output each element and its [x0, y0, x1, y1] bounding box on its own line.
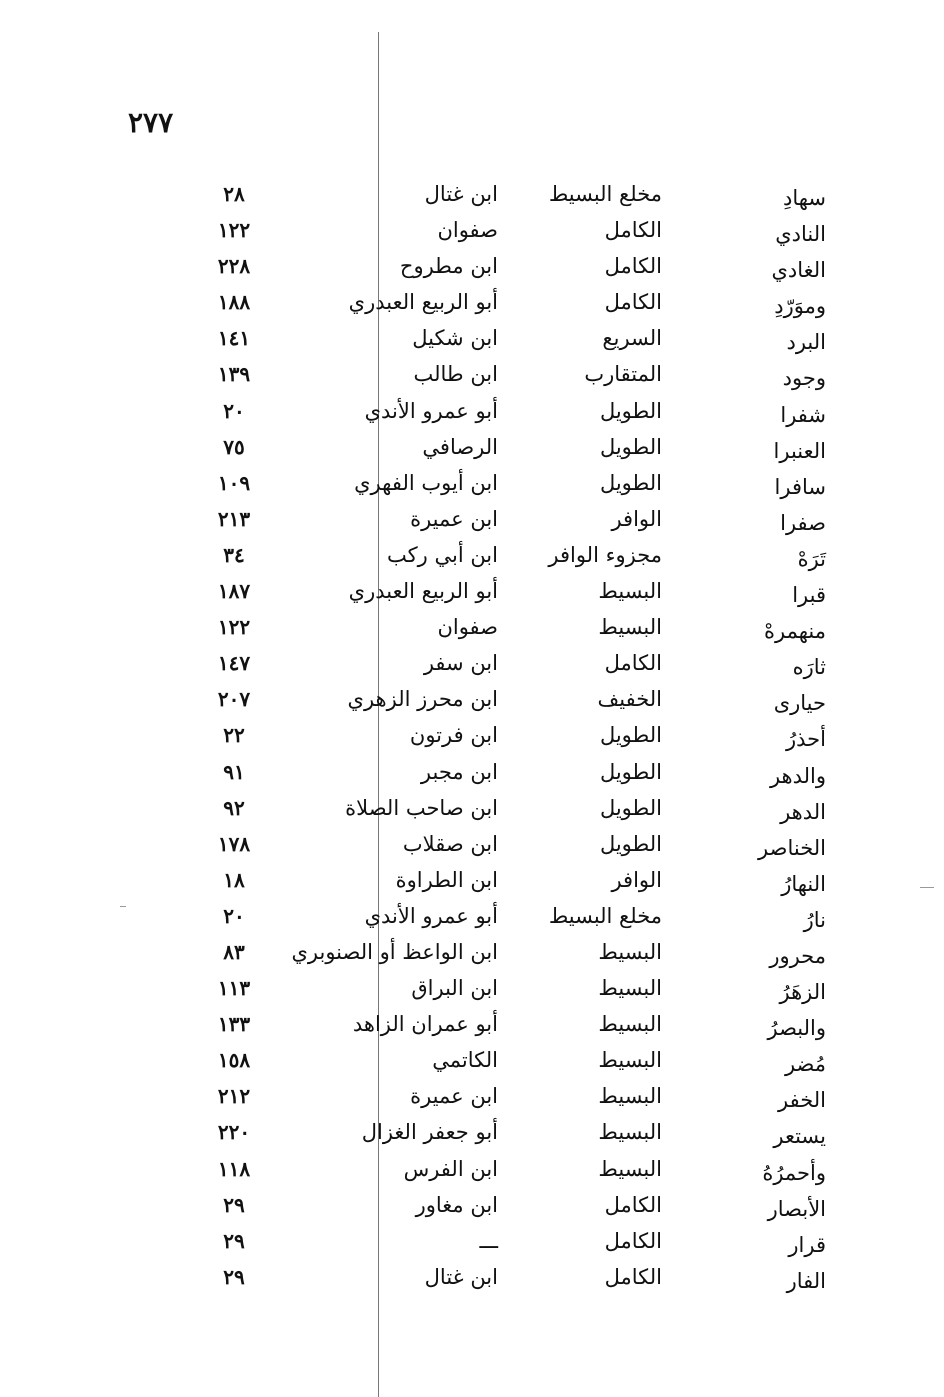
- poetic-meter: الكامل: [604, 1192, 662, 1217]
- page-reference: ١٣٣: [217, 1012, 251, 1037]
- table-row: [0, 790, 944, 826]
- table-row: [0, 826, 944, 862]
- table-row: [0, 248, 944, 284]
- poetic-meter: البسيط: [598, 1012, 662, 1037]
- table-row: [0, 609, 944, 645]
- page-reference: ٢٠٧: [217, 687, 251, 712]
- poet-name: صفوان: [437, 218, 498, 243]
- poetic-meter: البسيط: [598, 976, 662, 1001]
- rhyme-word: قرار: [788, 1232, 826, 1257]
- table-row: [0, 934, 944, 970]
- poet-name: الرصافي: [422, 434, 498, 459]
- page-reference: ٩١: [223, 759, 245, 784]
- poet-name: ابن الفرس: [403, 1156, 498, 1181]
- page-reference: ١٨: [223, 867, 245, 892]
- poet-name: ابن مغاور: [415, 1192, 498, 1217]
- page-reference: ٣٤: [223, 542, 245, 567]
- poetic-meter: مخلع البسيط: [548, 182, 662, 206]
- poetic-meter: الطويل: [599, 795, 662, 820]
- page-reference: ١٣٩: [217, 362, 251, 387]
- table-row: [0, 284, 944, 320]
- poet-name: الكاتمي: [432, 1048, 498, 1073]
- table-row: [0, 465, 944, 501]
- poet-name: ابن فرتون: [409, 723, 498, 748]
- poet-name: ابن الطراوة: [395, 867, 498, 892]
- table-row: [0, 501, 944, 537]
- rhyme-word: مُضر: [784, 1052, 826, 1077]
- rhyme-word: أحذرُ: [786, 727, 826, 752]
- rhyme-word: الخناصر: [758, 835, 826, 860]
- poet-name: أبو عمرو الأندي: [364, 398, 498, 423]
- poetic-meter: مجزوء الوافر: [548, 542, 662, 567]
- rhyme-word: وأحمرُهُ: [762, 1160, 826, 1185]
- poet-name: ابن مطروح: [399, 254, 498, 279]
- page-reference: ٢٢٠: [217, 1120, 251, 1145]
- table-row: [0, 1187, 944, 1223]
- rhyme-word: سافرا: [774, 474, 826, 499]
- poet-name: ابن غتال: [424, 182, 498, 206]
- poetic-meter: الوافر: [611, 867, 662, 892]
- poetic-meter: البسيط: [598, 579, 662, 604]
- rhyme-word: العنبرا: [773, 438, 826, 463]
- poetic-meter: الخفيف: [597, 687, 662, 712]
- poet-name: ابن صقلاب: [402, 831, 498, 856]
- poetic-meter: الكامل: [604, 1264, 662, 1289]
- table-row: [0, 573, 944, 609]
- poetic-meter: الطويل: [599, 723, 662, 748]
- table-row: [0, 393, 944, 429]
- rhyme-word: الدهر: [780, 799, 826, 824]
- poet-name: ـــ: [479, 1228, 498, 1253]
- poet-name: ابن أبي ركب: [387, 542, 498, 567]
- poet-name: صفوان: [437, 615, 498, 640]
- page-reference: ١٤٧: [217, 651, 251, 676]
- table-row: [0, 898, 944, 934]
- poetic-meter: البسيط: [598, 1084, 662, 1109]
- page-reference: ٢٠: [223, 398, 245, 423]
- page-reference: ٢٩: [223, 1192, 245, 1217]
- poetic-meter: الطويل: [599, 398, 662, 423]
- rhyme-word: حيارى: [773, 691, 826, 716]
- rhyme-word: والبصرُ: [767, 1016, 826, 1041]
- page-reference: ٨٣: [223, 939, 245, 964]
- table-row: [0, 356, 944, 392]
- poetic-meter: الطويل: [599, 759, 662, 784]
- page-reference: ١٠٩: [217, 470, 251, 495]
- table-row: [0, 1114, 944, 1150]
- page-reference: ٢٩: [223, 1228, 245, 1253]
- poetic-meter: الطويل: [599, 831, 662, 856]
- poet-name: ابن غتال: [424, 1264, 498, 1289]
- poet-name: ابن البراق: [411, 976, 498, 1001]
- page-number: ٢٧٧: [128, 106, 174, 139]
- rhyme-word: تَرَهْ: [797, 546, 826, 571]
- poet-name: أبو عمران الزاهد: [352, 1012, 498, 1037]
- poet-name: ابن عميرة: [410, 1084, 498, 1109]
- rhyme-index-table: [0, 176, 944, 1295]
- table-row: [0, 970, 944, 1006]
- page-reference: ٢٠: [223, 903, 245, 928]
- poet-name: ابن سفر: [423, 651, 498, 676]
- table-row: [0, 1006, 944, 1042]
- table-row: [0, 717, 944, 753]
- poetic-meter: الكامل: [604, 254, 662, 279]
- rhyme-word: قبرا: [792, 583, 826, 608]
- poet-name: ابن شكيل: [412, 326, 498, 351]
- poet-name: أبو عمرو الأندي: [364, 903, 498, 928]
- table-row: [0, 1223, 944, 1259]
- poetic-meter: البسيط: [598, 1156, 662, 1181]
- table-row: [0, 320, 944, 356]
- page-reference: ١٢٢: [217, 218, 251, 243]
- table-row: [0, 645, 944, 681]
- poetic-meter: الكامل: [604, 290, 662, 315]
- page-reference: ٢١٢: [217, 1084, 251, 1109]
- page-reference: ٢١٣: [217, 506, 251, 531]
- poet-name: أبو جعفر الغزال: [361, 1120, 498, 1145]
- poet-name: ابن أيوب الفهري: [354, 470, 498, 495]
- rhyme-word: النهارُ: [781, 871, 826, 896]
- poetic-meter: الكامل: [604, 651, 662, 676]
- poet-name: ابن مجبر: [420, 759, 498, 784]
- page-reference: ٢٩: [223, 1264, 245, 1289]
- page-reference: ١٨٧: [217, 579, 251, 604]
- rhyme-word: الغادي: [771, 258, 826, 283]
- page-reference: ١٨٨: [217, 290, 251, 315]
- rhyme-word: والدهر: [769, 763, 826, 788]
- rhyme-word: صفرا: [780, 510, 826, 535]
- poetic-meter: الكامل: [604, 1228, 662, 1253]
- table-row: [0, 862, 944, 898]
- rhyme-word: البرد: [786, 330, 826, 355]
- rhyme-word: ثارَه: [792, 655, 826, 680]
- poet-name: ابن طالب: [413, 362, 498, 387]
- page-reference: ١٧٨: [217, 831, 251, 856]
- table-row: [0, 1259, 944, 1295]
- poet-name: ابن عميرة: [410, 506, 498, 531]
- poetic-meter: البسيط: [598, 1120, 662, 1145]
- rhyme-word: الفار: [786, 1268, 826, 1293]
- poetic-meter: الوافر: [611, 506, 662, 531]
- poetic-meter: مخلع البسيط: [548, 903, 662, 928]
- rhyme-word: النادي: [775, 222, 826, 247]
- page-reference: ٢٢٨: [217, 254, 251, 279]
- page-reference: ١٤١: [217, 326, 251, 351]
- table-row: [0, 212, 944, 248]
- page-reference: ١١٣: [217, 976, 251, 1001]
- rhyme-word: سهادِ: [782, 186, 826, 210]
- poet-name: أبو الربيع العبدري: [348, 290, 498, 315]
- page-reference: ٧٥: [223, 434, 245, 459]
- table-row: [0, 429, 944, 465]
- poetic-meter: المتقارب: [584, 362, 662, 387]
- poetic-meter: الكامل: [604, 218, 662, 243]
- table-row: [0, 537, 944, 573]
- poet-name: أبو الربيع العبدري: [348, 579, 498, 604]
- page-reference: ١٥٨: [217, 1048, 251, 1073]
- page-reference: ١٢٢: [217, 615, 251, 640]
- table-row: [0, 176, 944, 212]
- poetic-meter: السريع: [602, 326, 662, 351]
- table-row: [0, 754, 944, 790]
- poetic-meter: الطويل: [599, 470, 662, 495]
- poetic-meter: الطويل: [599, 434, 662, 459]
- poet-name: ابن الواعظ أو الصنوبري: [291, 939, 498, 964]
- poetic-meter: البسيط: [598, 615, 662, 640]
- rhyme-word: محرور: [769, 943, 826, 968]
- page-reference: ٢٨: [223, 182, 245, 206]
- page-reference: ١١٨: [217, 1156, 251, 1181]
- rhyme-word: منهمرهْ: [764, 619, 826, 644]
- table-row: [0, 1151, 944, 1187]
- rhyme-word: الزهَرُ: [779, 980, 826, 1005]
- table-row: [0, 1078, 944, 1114]
- rhyme-word: الخفر: [778, 1088, 826, 1113]
- rhyme-word: نارُ: [803, 907, 826, 932]
- poetic-meter: البسيط: [598, 939, 662, 964]
- rhyme-word: يستعر: [773, 1124, 826, 1149]
- table-row: [0, 681, 944, 717]
- rhyme-word: شفرا: [780, 402, 826, 427]
- table-row: [0, 1042, 944, 1078]
- poet-name: ابن محرز الزهري: [347, 687, 498, 712]
- rhyme-word: الأبصار: [767, 1196, 826, 1221]
- rhyme-word: وجود: [782, 366, 826, 391]
- rhyme-word: وموَرّدِ: [774, 294, 826, 319]
- poet-name: ابن صاحب الصلاة: [345, 795, 498, 820]
- poetic-meter: البسيط: [598, 1048, 662, 1073]
- page-reference: ٩٢: [223, 795, 245, 820]
- page-reference: ٢٢: [223, 723, 245, 748]
